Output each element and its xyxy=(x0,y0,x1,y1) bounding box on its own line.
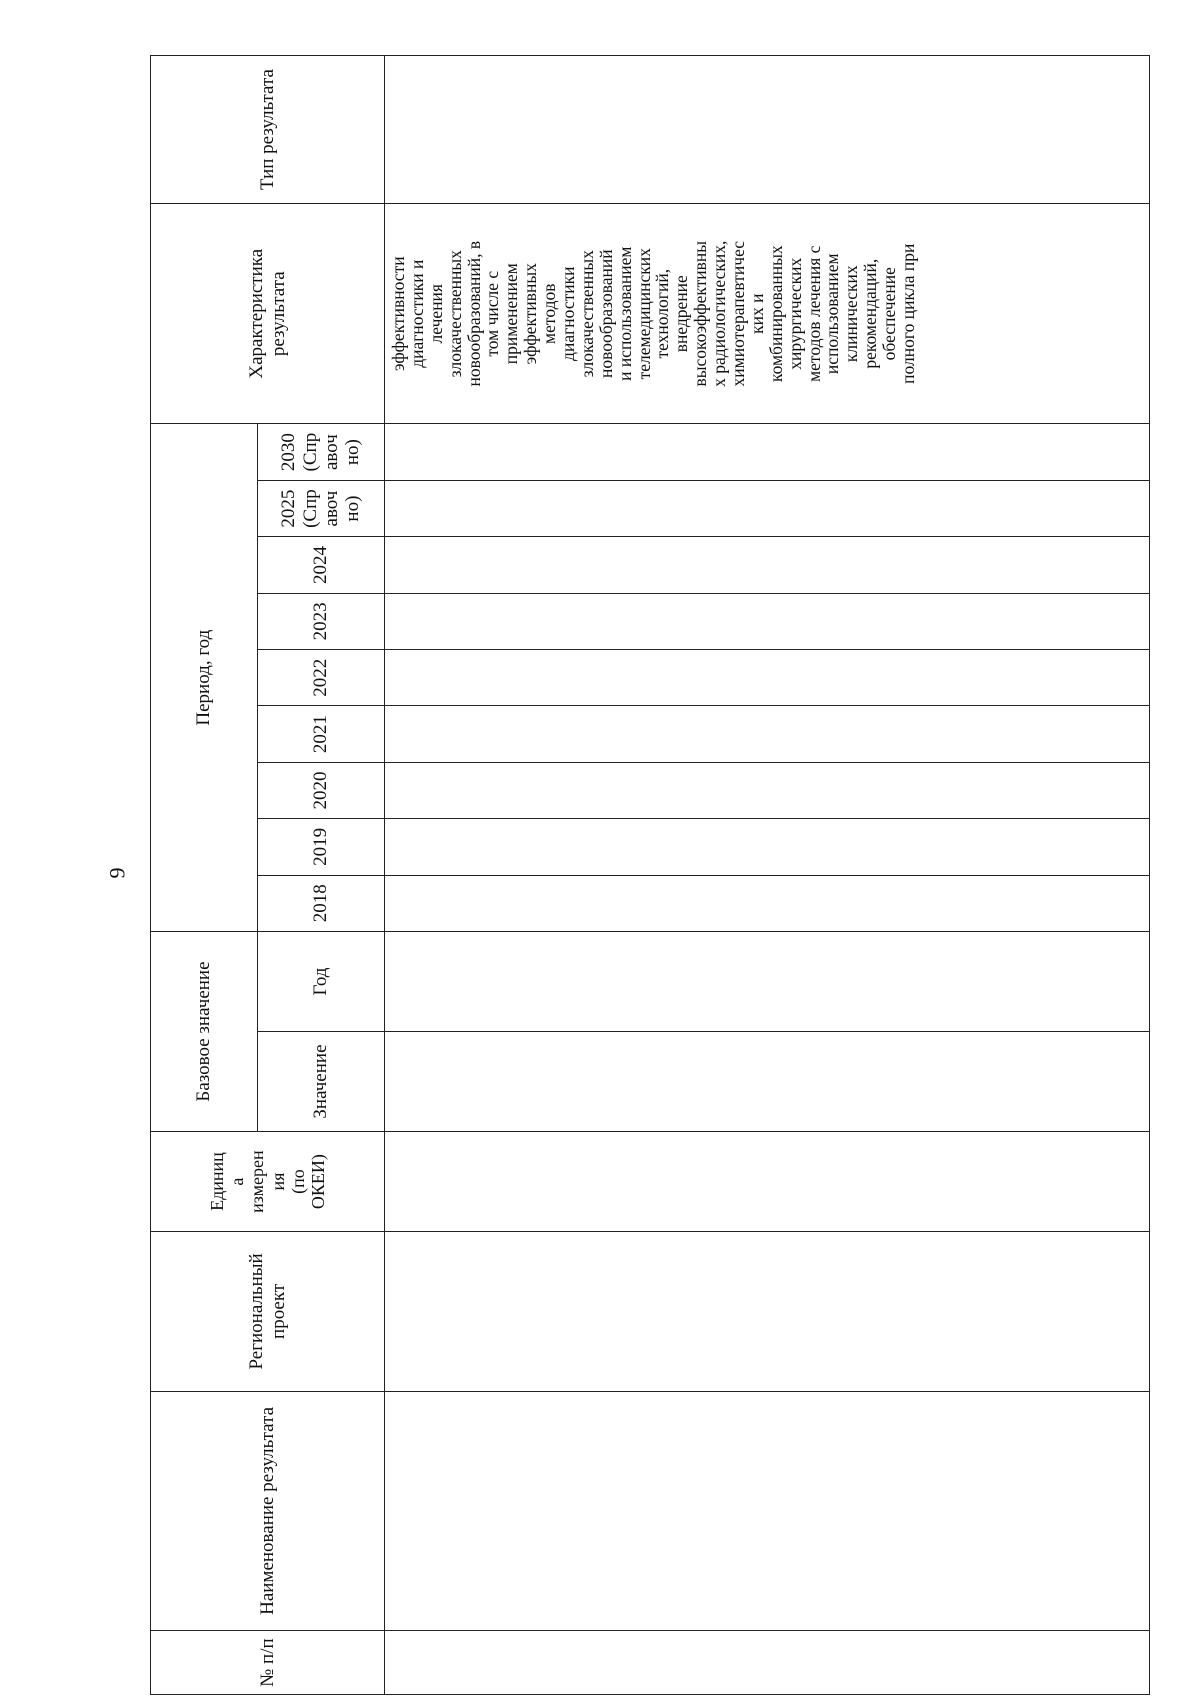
header-year-2024: 2024 xyxy=(258,537,385,593)
cell-year-2018 xyxy=(385,875,1150,931)
cell-year-2022 xyxy=(385,650,1150,706)
cell-base-year xyxy=(385,931,1150,1031)
header-year-2025: 2025 (Спр авоч но) xyxy=(258,480,385,536)
rotated-table-wrapper xyxy=(150,55,1140,1695)
header-year-2022: 2022 xyxy=(258,650,385,706)
cell-year-2021 xyxy=(385,706,1150,762)
cell-base-value xyxy=(385,1032,1150,1132)
cell-unit xyxy=(385,1132,1150,1232)
header-name: Наименование результата xyxy=(151,1391,385,1630)
header-base-value-year: Год xyxy=(258,931,385,1031)
header-base-value-value: Значение xyxy=(258,1032,385,1132)
header-row-1 xyxy=(151,56,258,1695)
header-project: Региональный проект xyxy=(151,1232,385,1392)
header-characteristic: Характеристика результата xyxy=(151,204,385,424)
header-unit: Единиц а измерен ия (по ОКЕИ) xyxy=(151,1132,385,1232)
cell-number xyxy=(385,1631,1150,1695)
cell-year-2020 xyxy=(385,762,1150,818)
header-base-value: Базовое значение xyxy=(151,931,258,1131)
results-table xyxy=(150,55,1150,1695)
page-number: 9 xyxy=(104,867,130,879)
cell-year-2019 xyxy=(385,819,1150,875)
cell-type xyxy=(385,56,1150,204)
header-year-2021: 2021 xyxy=(258,706,385,762)
cell-characteristic: эффективности диагностики и лечения злокачественных новообразований, в том числе с применением эффективных методов диагностики злокачественных новообразований и использованием телемедицинских технологий, внедрение высокоэффективны х радиологических, химиотерапевтичес ких и комбинированных хирургических методов лечения с использованием клинических рекомендаций, обеспечение полного цикла при xyxy=(385,204,1150,424)
cell-year-2030 xyxy=(385,424,1150,481)
header-year-2018: 2018 xyxy=(258,875,385,931)
cell-name xyxy=(385,1391,1150,1630)
cell-year-2025 xyxy=(385,480,1150,536)
cell-year-2024 xyxy=(385,537,1150,593)
header-type: Тип результата xyxy=(151,56,385,204)
header-year-2023: 2023 xyxy=(258,593,385,649)
header-period: Период, год xyxy=(151,424,258,932)
header-number: № п/п xyxy=(151,1631,385,1695)
header-year-2030: 2030 (Спр авоч но) xyxy=(258,424,385,481)
header-year-2020: 2020 xyxy=(258,762,385,818)
header-year-2019: 2019 xyxy=(258,819,385,875)
cell-year-2023 xyxy=(385,593,1150,649)
table-row xyxy=(385,56,1150,1695)
cell-project xyxy=(385,1232,1150,1392)
